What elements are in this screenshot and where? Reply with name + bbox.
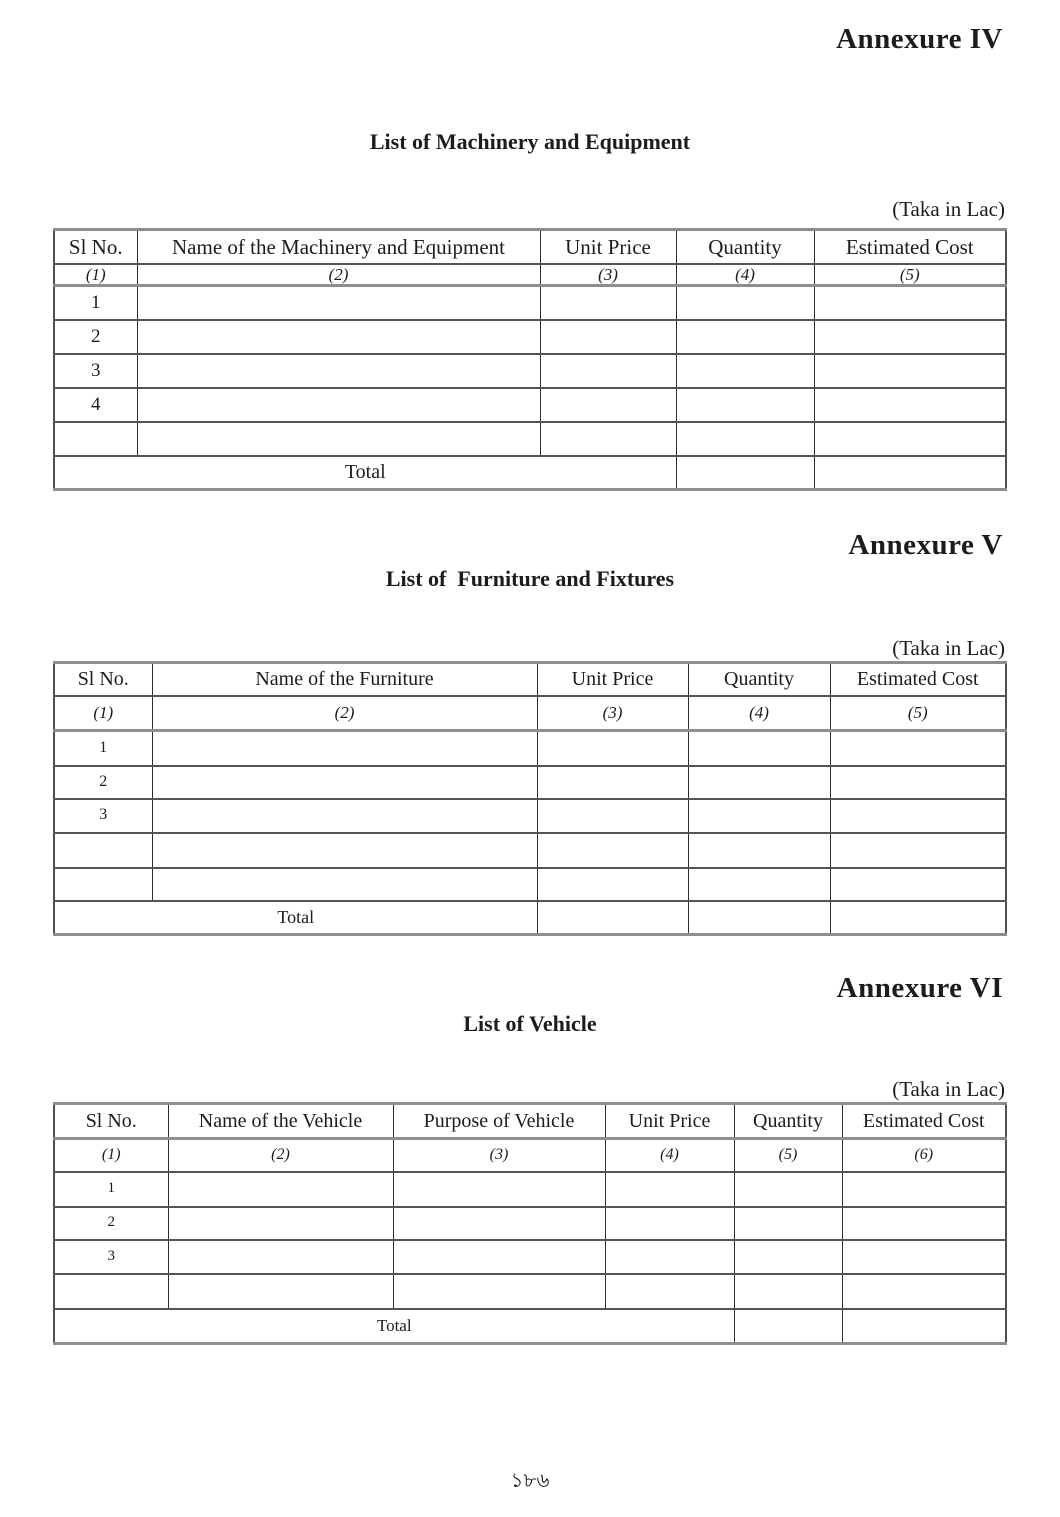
machinery-unit-note: (Taka in Lac) [892,197,1005,221]
empty-cell [393,1172,605,1207]
annexure-vi-heading: Annexure VI [836,972,1003,1005]
empty-cell [137,286,540,320]
empty-cell [734,1274,842,1309]
column-index-cell: (3) [537,696,688,731]
header-cell-sl-no: Sl No. [54,663,152,696]
table-row [54,766,1006,799]
serial-cell [54,1274,168,1309]
vehicle-total-row [54,1309,1006,1344]
vehicle-table-title: List of Vehicle [463,1011,597,1037]
empty-cell [814,286,1006,320]
serial-cell: 1 [54,286,137,320]
header-cell-sl-no: Sl No. [54,230,137,264]
empty-cell [688,799,830,833]
empty-cell [676,388,814,422]
header-cell-estimated-cost: Estimated Cost [830,663,1006,696]
serial-cell: 4 [54,388,137,422]
empty-cell [814,354,1006,388]
empty-cell [168,1207,393,1240]
empty-cell [688,833,830,868]
vehicle-table [53,1102,1007,1345]
section-annexure-v [0,528,1060,936]
empty-cell [540,286,676,320]
empty-cell [168,1172,393,1207]
empty-cell [830,766,1006,799]
empty-cell [605,1240,734,1274]
vehicle-column-index-row [54,1139,1006,1172]
header-cell-quantity: Quantity [676,230,814,264]
empty-cell [830,731,1006,766]
table-row [54,799,1006,833]
section-annexure-iv [0,22,1060,491]
empty-cell [676,286,814,320]
total-quantity-cell [688,901,830,935]
empty-cell [537,833,688,868]
header-cell-unit-price: Unit Price [605,1104,734,1139]
serial-cell: 3 [54,799,152,833]
empty-cell [688,766,830,799]
header-cell-unit-price: Unit Price [540,230,676,264]
empty-cell [734,1207,842,1240]
empty-cell [537,868,688,901]
column-index-cell: (2) [168,1139,393,1172]
machinery-table [53,228,1007,491]
table-row [54,388,1006,422]
total-quantity-cell [676,456,814,490]
empty-cell [540,354,676,388]
empty-cell [734,1240,842,1274]
table-row [54,286,1006,320]
empty-cell [734,1172,842,1207]
total-label-cell: Total [54,1309,734,1344]
header-cell-unit-price: Unit Price [537,663,688,696]
serial-cell: 3 [54,1240,168,1274]
vehicle-unit-note: (Taka in Lac) [892,1077,1005,1102]
column-index-cell: (2) [152,696,537,731]
annexure-iv-heading: Annexure IV [836,23,1003,55]
empty-cell [842,1274,1006,1309]
empty-cell [137,320,540,354]
empty-cell [605,1172,734,1207]
serial-cell: 1 [54,731,152,766]
table-row [54,868,1006,901]
total-label-cell: Total [54,456,676,490]
column-index-cell: (1) [54,264,137,286]
serial-cell: 2 [54,766,152,799]
header-cell-name: Name of the Vehicle [168,1104,393,1139]
empty-cell [842,1240,1006,1274]
column-index-cell: (1) [54,1139,168,1172]
serial-cell: 2 [54,320,137,354]
column-index-cell: (4) [605,1139,734,1172]
table-row [54,731,1006,766]
serial-cell: 2 [54,1207,168,1240]
header-cell-estimated-cost: Estimated Cost [814,230,1006,264]
column-index-cell: (5) [814,264,1006,286]
empty-cell [152,799,537,833]
empty-cell [540,422,676,456]
empty-cell [152,766,537,799]
furniture-unit-note: (Taka in Lac) [892,636,1005,661]
total-quantity-cell [734,1309,842,1344]
empty-cell [605,1274,734,1309]
machinery-header-row [54,230,1006,264]
empty-cell [676,320,814,354]
empty-cell [830,833,1006,868]
total-unit-price-cell [537,901,688,935]
empty-cell [537,766,688,799]
empty-cell [540,320,676,354]
total-cost-cell [842,1309,1006,1344]
empty-cell [676,422,814,456]
empty-cell [814,388,1006,422]
empty-cell [842,1172,1006,1207]
header-cell-estimated-cost: Estimated Cost [842,1104,1006,1139]
furniture-total-row [54,901,1006,935]
machinery-total-row [54,456,1006,490]
empty-cell [830,799,1006,833]
total-label-cell: Total [54,901,537,935]
vehicle-header-row [54,1104,1006,1139]
column-index-cell: (3) [540,264,676,286]
empty-cell [676,354,814,388]
machinery-column-index-row [54,264,1006,286]
empty-cell [842,1207,1006,1240]
column-index-cell: (4) [676,264,814,286]
empty-cell [152,731,537,766]
empty-cell [537,731,688,766]
empty-cell [152,868,537,901]
furniture-table-title: List of Furniture and Fixtures [385,566,675,592]
table-row [54,1274,1006,1309]
section-annexure-vi [0,971,1060,1345]
serial-cell [54,422,137,456]
empty-cell [393,1274,605,1309]
serial-cell: 3 [54,354,137,388]
table-row [54,354,1006,388]
serial-cell [54,868,152,901]
header-cell-name: Name of the Furniture [152,663,537,696]
total-cost-cell [830,901,1006,935]
header-cell-name: Name of the Machinery and Equipment [137,230,540,264]
table-row [54,422,1006,456]
table-row [54,1240,1006,1274]
empty-cell [688,731,830,766]
empty-cell [137,354,540,388]
header-cell-quantity: Quantity [734,1104,842,1139]
column-index-cell: (1) [54,696,152,731]
table-row [54,320,1006,354]
serial-cell [54,833,152,868]
furniture-column-index-row [54,696,1006,731]
serial-cell: 1 [54,1172,168,1207]
empty-cell [814,422,1006,456]
total-cost-cell [814,456,1006,490]
empty-cell [137,388,540,422]
empty-cell [168,1274,393,1309]
empty-cell [393,1240,605,1274]
furniture-table [53,661,1007,936]
empty-cell [540,388,676,422]
header-cell-quantity: Quantity [688,663,830,696]
column-index-cell: (6) [842,1139,1006,1172]
empty-cell [537,799,688,833]
empty-cell [393,1207,605,1240]
column-index-cell: (5) [734,1139,842,1172]
column-index-cell: (3) [393,1139,605,1172]
column-index-cell: (5) [830,696,1006,731]
header-cell-sl-no: Sl No. [54,1104,168,1139]
empty-cell [152,833,537,868]
empty-cell [814,320,1006,354]
empty-cell [830,868,1006,901]
empty-cell [168,1240,393,1274]
table-row [54,1207,1006,1240]
header-cell-purpose: Purpose of Vehicle [393,1104,605,1139]
empty-cell [605,1207,734,1240]
table-row [54,833,1006,868]
column-index-cell: (2) [137,264,540,286]
machinery-table-title: List of Machinery and Equipment [369,129,691,154]
annexure-v-heading: Annexure V [848,529,1003,562]
empty-cell [137,422,540,456]
table-row [54,1172,1006,1207]
column-index-cell: (4) [688,696,830,731]
empty-cell [688,868,830,901]
page-number: ১৮৬ [510,1470,550,1492]
furniture-header-row [54,663,1006,696]
